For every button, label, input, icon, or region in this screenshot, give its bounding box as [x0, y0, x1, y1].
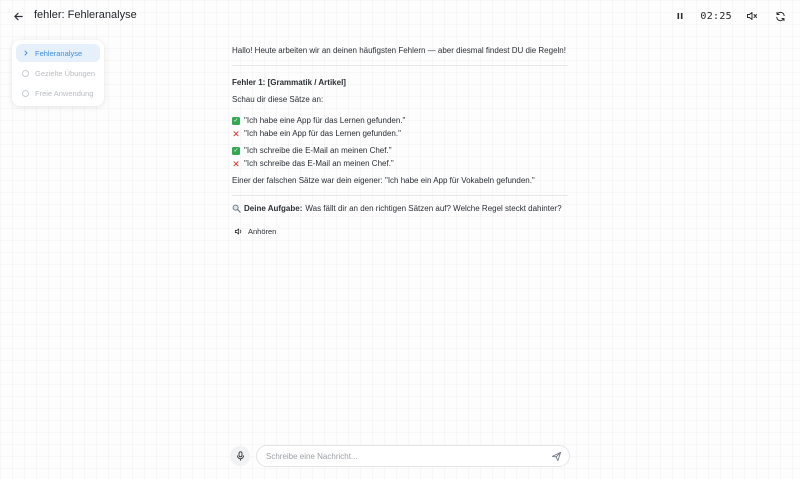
- task-text: Was fällt dir an den richtigen Sätzen auf? Welche Regel steckt dahinter?: [305, 204, 562, 213]
- sentence-text: "Ich schreibe das E-Mail an meinen Chef.": [244, 159, 394, 168]
- speaker-mute-icon: [746, 10, 758, 22]
- pause-icon: [676, 12, 684, 20]
- listen-label: Anhören: [248, 227, 277, 236]
- send-icon: [551, 451, 562, 462]
- microphone-button[interactable]: [230, 446, 250, 466]
- speaker-icon: [234, 227, 243, 236]
- back-button[interactable]: [10, 8, 26, 24]
- microphone-icon: [236, 451, 245, 461]
- sentence-pair: [232, 144, 568, 170]
- lesson-steps-panel: [12, 40, 104, 106]
- session-timer: 02:25: [700, 10, 732, 22]
- mute-button[interactable]: [744, 8, 760, 24]
- step-label: Fehleranalyse: [35, 48, 83, 58]
- task-label: Deine Aufgabe:: [244, 204, 303, 213]
- circle-icon: [22, 70, 29, 77]
- sentence-text: "Ich habe ein App für das Lernen gefunden.": [244, 129, 401, 138]
- cross-icon: ✕: [232, 128, 240, 139]
- sentence-text: "Ich schreibe die E-Mail an meinen Chef.": [244, 146, 392, 155]
- magnifier-icon: [232, 204, 241, 213]
- message-input[interactable]: [257, 446, 569, 466]
- send-button[interactable]: [550, 450, 563, 463]
- correct-sentence: [232, 144, 568, 157]
- chevron-right-icon: [22, 50, 29, 57]
- divider: [232, 195, 568, 196]
- listen-button[interactable]: [234, 225, 294, 238]
- refresh-button[interactable]: [772, 8, 788, 24]
- error-heading: Fehler 1: [Grammatik / Artikel]: [232, 78, 346, 87]
- circle-icon: [22, 90, 29, 97]
- intro-text: Hallo! Heute arbeiten wir an deinen häufigsten Fehlern — aber diesmal findest DU die Regeln!: [232, 46, 566, 55]
- message-composer: [230, 445, 570, 467]
- refresh-icon: [775, 11, 786, 22]
- task-line: [232, 202, 568, 215]
- message-input-wrapper: [256, 445, 570, 467]
- step-gezielte-uebungen[interactable]: [16, 64, 100, 82]
- page-title: fehler: Fehleranalyse: [34, 9, 137, 21]
- correct-sentence: [232, 114, 568, 127]
- own-sentence-text: Einer der falschen Sätze war dein eigener: "Ich habe ein App für Vokabeln gefunden.": [232, 176, 535, 185]
- wrong-sentence: [232, 157, 568, 170]
- top-bar: [0, 0, 800, 32]
- arrow-left-icon: [13, 11, 24, 22]
- step-freie-anwendung[interactable]: [16, 84, 100, 102]
- pause-button[interactable]: [672, 8, 688, 24]
- prompt-text: Schau dir diese Sätze an:: [232, 95, 324, 104]
- sentence-text: "Ich habe eine App für das Lernen gefunden.": [244, 116, 406, 125]
- check-icon: ✓: [233, 147, 239, 154]
- step-fehleranalyse[interactable]: [16, 44, 100, 62]
- sentence-pair: [232, 114, 568, 140]
- step-label: Gezielte Übungen: [35, 68, 96, 78]
- wrong-sentence: [232, 127, 568, 140]
- assistant-message: [232, 44, 568, 238]
- check-icon: ✓: [233, 117, 239, 124]
- divider: [232, 65, 568, 66]
- step-label: Freie Anwendung: [35, 88, 94, 98]
- cross-icon: ✕: [232, 158, 240, 169]
